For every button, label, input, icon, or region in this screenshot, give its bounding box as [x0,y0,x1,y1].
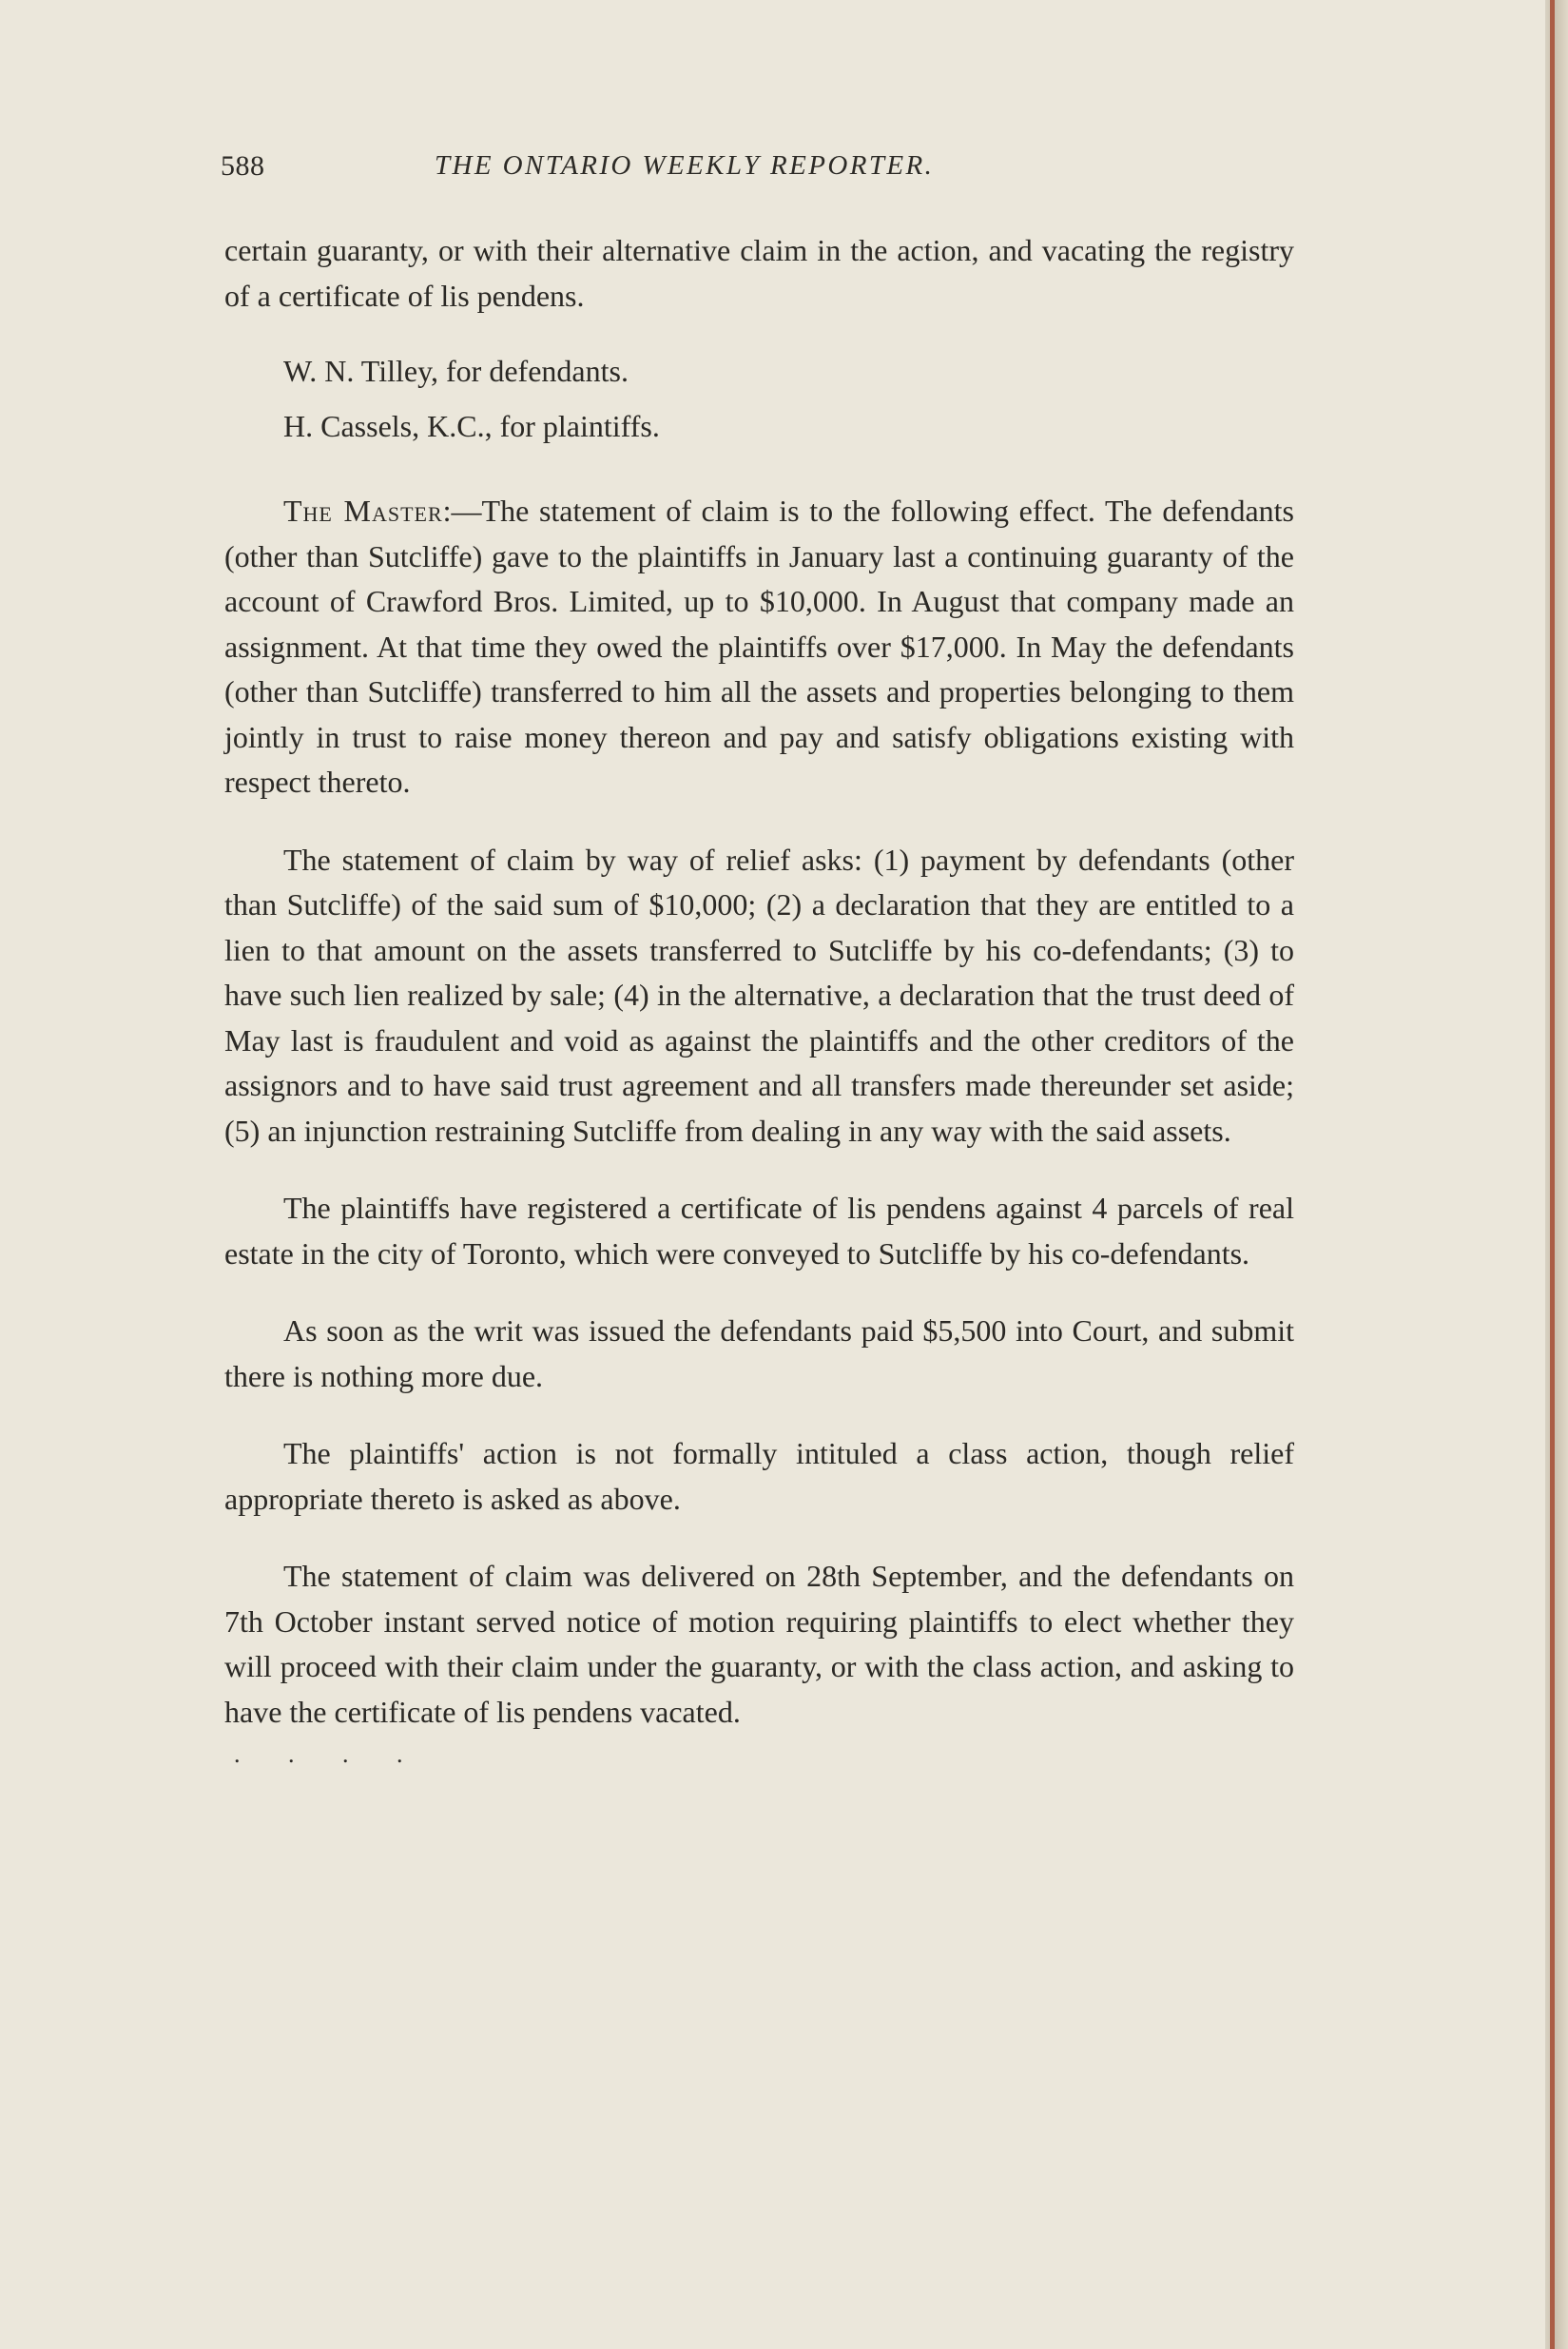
master-paragraph [224,489,1294,806]
class-action-paragraph: The plaintiffs' action is not formally intituled a class action, though relief appropriate thereto is asked as above. [224,1436,1294,1516]
master-separator: :— [442,494,482,528]
counsel-plaintiffs: H. Cassels, K.C., for plaintiffs. [283,408,660,443]
lis-pendens-paragraph: The plaintiffs have registered a certificate of lis pendens against 4 parcels of real estate in the city of Toronto, which were conveyed to Sutcliffe by his co-defendants. [224,1191,1294,1271]
master-heading: The Master [283,494,443,528]
relief-paragraph: The statement of claim by way of relief asks: (1) payment by defendants (other than Sutcliffe) of the said sum of $10,000; (2) a declaration that they are entitled to a lien to that amount on the assets transferred to Sutcliffe by his co-defendants; (3) to have such lien realized by sale; (4) in the alternative, a declaration that the trust deed of May last is fraudulent and void as against the plaintiffs and the other creditors of the assignors and to have said trust agreement and all transfers made thereunder set aside; (5) an injunction restraining Sutcliffe from dealing in any way with the said assets. [224,842,1294,1148]
page-edge [1545,0,1568,2349]
page-number: 588 [221,150,265,182]
ellipsis: . . . . [234,1740,424,1768]
counsel-list [224,349,1294,449]
payment-paragraph: As soon as the writ was issued the defendants paid $5,500 into Court, and submit there is nothing more due. [224,1313,1294,1393]
page-header [221,150,1281,192]
motion-paragraph: The statement of claim was delivered on 28th September, and the defendants on 7th October instant served notice of motion requiring plaintiffs to elect whether they will proceed with their claim under the guaranty, or with the class action, and asking to have the certificate of lis pendens vacated. [224,1559,1294,1729]
master-text: The statement of claim is to the following effect. The defendants (other than Sutcliffe) gave to the plaintiffs in January last a continuing guaranty of the account of Crawford Bros. Limited, up to $10,000. In August that company made an assignment. At that time they owed the plaintiffs over $17,000. In May the defendants (other than Sutcliffe) transferred to him all the assets and properties belonging to them jointly in trust to raise money thereon and pay and satisfy obligations existing with respect thereto. [224,494,1294,799]
running-title: THE ONTARIO WEEKLY REPORTER. [435,150,935,181]
binding-stripe [1550,0,1555,2349]
opening-paragraph: certain guaranty, or with their alternative claim in the action, and vacating the registry of a certificate of lis pendens. [224,233,1294,313]
body-text [224,228,1294,1769]
counsel-defendants: W. N. Tilley, for defendants. [283,354,629,388]
